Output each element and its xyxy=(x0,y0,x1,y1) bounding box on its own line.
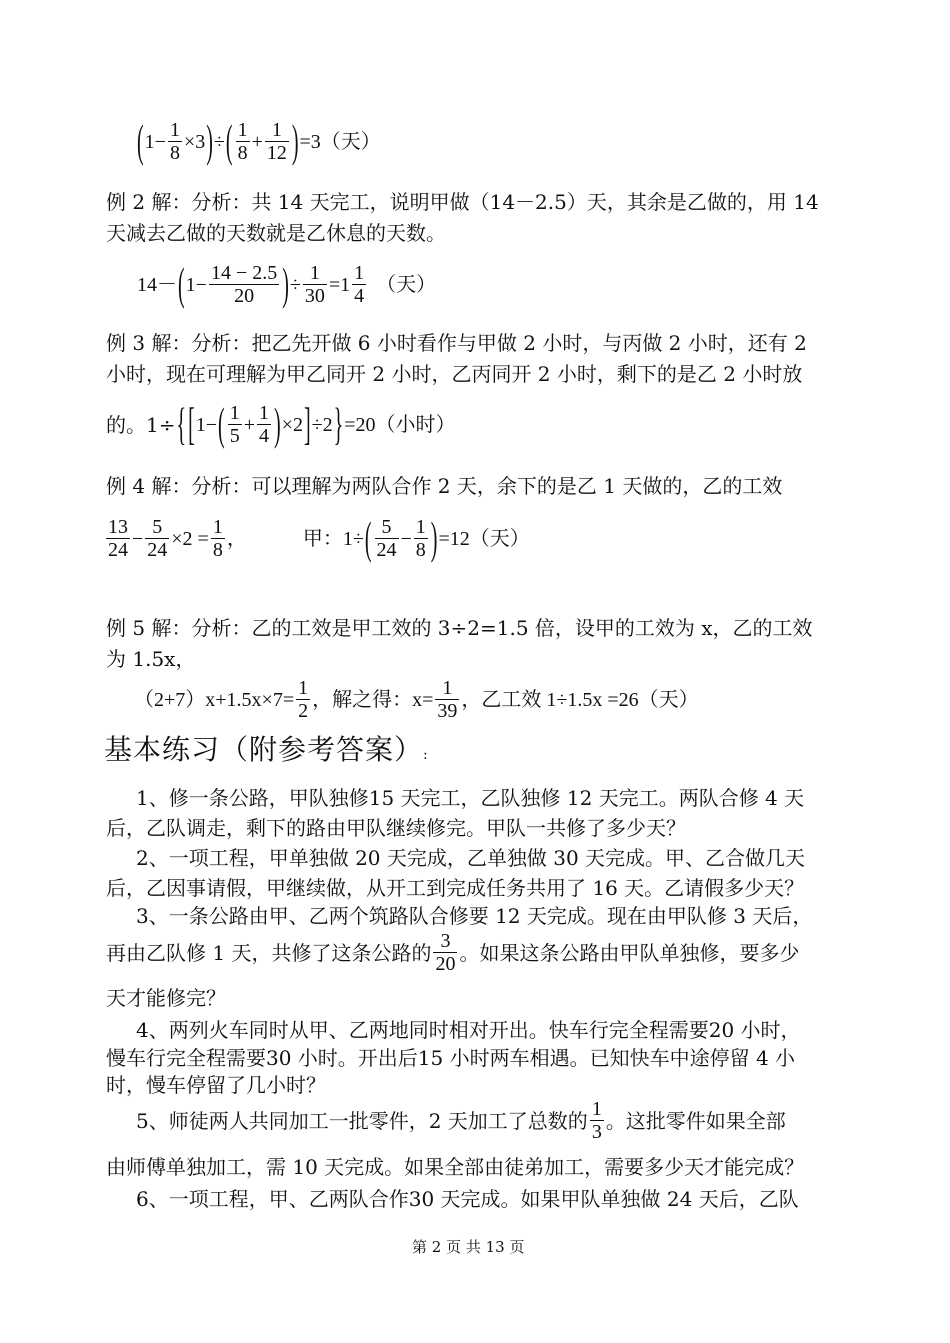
fraction: $\frac{1}{8}$ xyxy=(169,119,180,165)
exercise-3-line-1: 3、一条公路由甲、乙两个筑路队合修要 12 天完成。现在由甲队修 3 天后， xyxy=(136,904,813,928)
fraction: $\frac{14 - 2.5}{20}$ xyxy=(210,262,278,308)
exercise-3-line-3: 天才能修完？ xyxy=(106,986,226,1010)
fraction: $\frac{1}{8}$ xyxy=(212,516,223,562)
left-paren: ( xyxy=(218,399,225,451)
right-paren: ) xyxy=(274,399,281,451)
fraction: $\frac{1}{5}$ xyxy=(229,402,240,448)
left-paren: ( xyxy=(364,513,372,565)
fraction: $\frac{1}{3}$ xyxy=(591,1098,602,1144)
fraction: $\frac{1}{30}$ xyxy=(304,262,325,308)
formula-5: （2+7）x+1.5x×7= $\frac{1}{2}$ ，解之得：x= $\frac{1}{39}$ ，乙工效 1÷1.5x =26（天） xyxy=(134,677,699,723)
example-5-line-1: 例 5 解：分析：乙的工效是甲工效的 3÷2=1.5 倍，设甲的工效为 x，乙的工效 xyxy=(106,616,813,640)
right-paren: ) xyxy=(282,259,289,311)
fraction: $\frac{1}{8}$ xyxy=(415,516,426,562)
example-4-line-1: 例 4 解：分析：可以理解为两队合作 2 天，余下的是乙 1 天做的，乙的工效 xyxy=(106,474,783,498)
formula-4: $\frac{13}{24}$ − $\frac{5}{24}$ ×2 = $\frac{1}{8}$ ， 甲：1÷( $\frac{5}{24}$ − $\frac{1}{8}$ )=12（天） xyxy=(108,513,530,565)
left-brace: { xyxy=(176,399,187,451)
exercise-4-line-3: 时，慢车停留了几小时？ xyxy=(106,1073,326,1097)
formula-1: (1− $\frac{1}{8}$ ×3)÷( $\frac{1}{8}$ + $\frac{1}{12}$ )=3（天） xyxy=(137,116,381,168)
fraction: $\frac{5}{24}$ xyxy=(147,516,168,562)
example-2-line-2: 天减去乙做的天数就是乙休息的天数。 xyxy=(106,221,446,245)
exercise-5-line-2: 由师傅单独加工，需 10 天完成。如果全部由徒弟加工，需要多少天才能完成？ xyxy=(106,1155,805,1179)
fraction: $\frac{5}{24}$ xyxy=(376,516,397,562)
right-paren: ) xyxy=(430,513,438,565)
fraction: $\frac{3}{20}$ xyxy=(435,930,456,976)
example-3-line-1: 例 3 解：分析：把乙先开做 6 小时看作与甲做 2 小时，与丙做 2 小时，还有 2 xyxy=(106,331,807,355)
exercise-3-line-2: 再由乙队修 1 天，共修了这条公路的 $\frac{3}{20}$ 。如果这条公路由甲队单独修，要多少 xyxy=(106,930,800,976)
fraction: $\frac{13}{24}$ xyxy=(108,516,128,562)
section-heading: 基本练习（附参考答案）: xyxy=(104,733,429,766)
right-bracket: ] xyxy=(303,399,311,451)
fraction: $\frac{1}{4}$ xyxy=(354,262,365,308)
exercise-6-line-1: 6、一项工程，甲、乙两队合作30 天完成。如果甲队单独做 24 天后，乙队 xyxy=(136,1187,799,1211)
left-bracket: [ xyxy=(188,399,195,451)
fraction: $\frac{1}{8}$ xyxy=(237,119,248,165)
exercise-1-line-2: 后，乙队调走，剩下的路由甲队继续修完。甲队一共修了多少天？ xyxy=(106,816,686,840)
right-brace: } xyxy=(333,399,344,451)
exercise-2-line-2: 后，乙因事请假，甲继续做，从开工到完成任务共用了 16 天。乙请假多少天？ xyxy=(106,876,805,900)
example-3-line-2: 小时，现在可理解为甲乙同开 2 小时，乙丙同开 2 小时，剩下的是乙 2 小时放 xyxy=(106,362,803,386)
left-paren: ( xyxy=(178,259,185,311)
fraction: $\frac{1}{2}$ xyxy=(298,677,309,723)
fraction: $\frac{1}{4}$ xyxy=(259,402,269,448)
example-5-line-2: 为 1.5x， xyxy=(106,647,196,671)
formula-2: 14－(1− $\frac{14 - 2.5}{20}$ )÷ $\frac{1}{30}$ =1 $\frac{1}{4}$ （天） xyxy=(137,259,437,311)
exercise-4-line-2: 慢车行完全程需要30 小时。开出后15 小时两车相遇。已知快车中途停留 4 小 xyxy=(106,1046,796,1070)
exercise-1-line-1: 1、修一条公路，甲队独修15 天完工，乙队独修 12 天完工。两队合修 4 天 xyxy=(136,786,805,810)
exercise-2-line-1: 2、一项工程，甲单独做 20 天完成，乙单独做 30 天完成。甲、乙合做几天 xyxy=(136,846,806,870)
right-paren: ) xyxy=(206,116,213,168)
exercise-4-line-1: 4、两列火车同时从甲、乙两地同时相对开出。快车行完全程需要20 小时， xyxy=(136,1018,801,1042)
example-2-line-1: 例 2 解：分析：共 14 天完工，说明甲做（14－2.5）天，其余是乙做的，用 14 xyxy=(106,190,819,214)
formula-3: 的。1÷{ [1−( $\frac{1}{5}$ + $\frac{1}{4}$ )×2]÷2}=20（小时） xyxy=(106,399,456,451)
left-paren: ( xyxy=(225,116,233,168)
fraction: $\frac{1}{39}$ xyxy=(437,677,458,723)
exercise-5-line-1: 5、师徒两人共同加工一批零件，2 天加工了总数的 $\frac{1}{3}$ 。这批零件如果全部 xyxy=(136,1098,786,1144)
right-paren: ) xyxy=(291,116,299,168)
left-paren: ( xyxy=(137,116,144,168)
page-footer: 第 2 页 共 13 页 xyxy=(412,1238,525,1256)
fraction: $\frac{1}{12}$ xyxy=(266,119,287,165)
